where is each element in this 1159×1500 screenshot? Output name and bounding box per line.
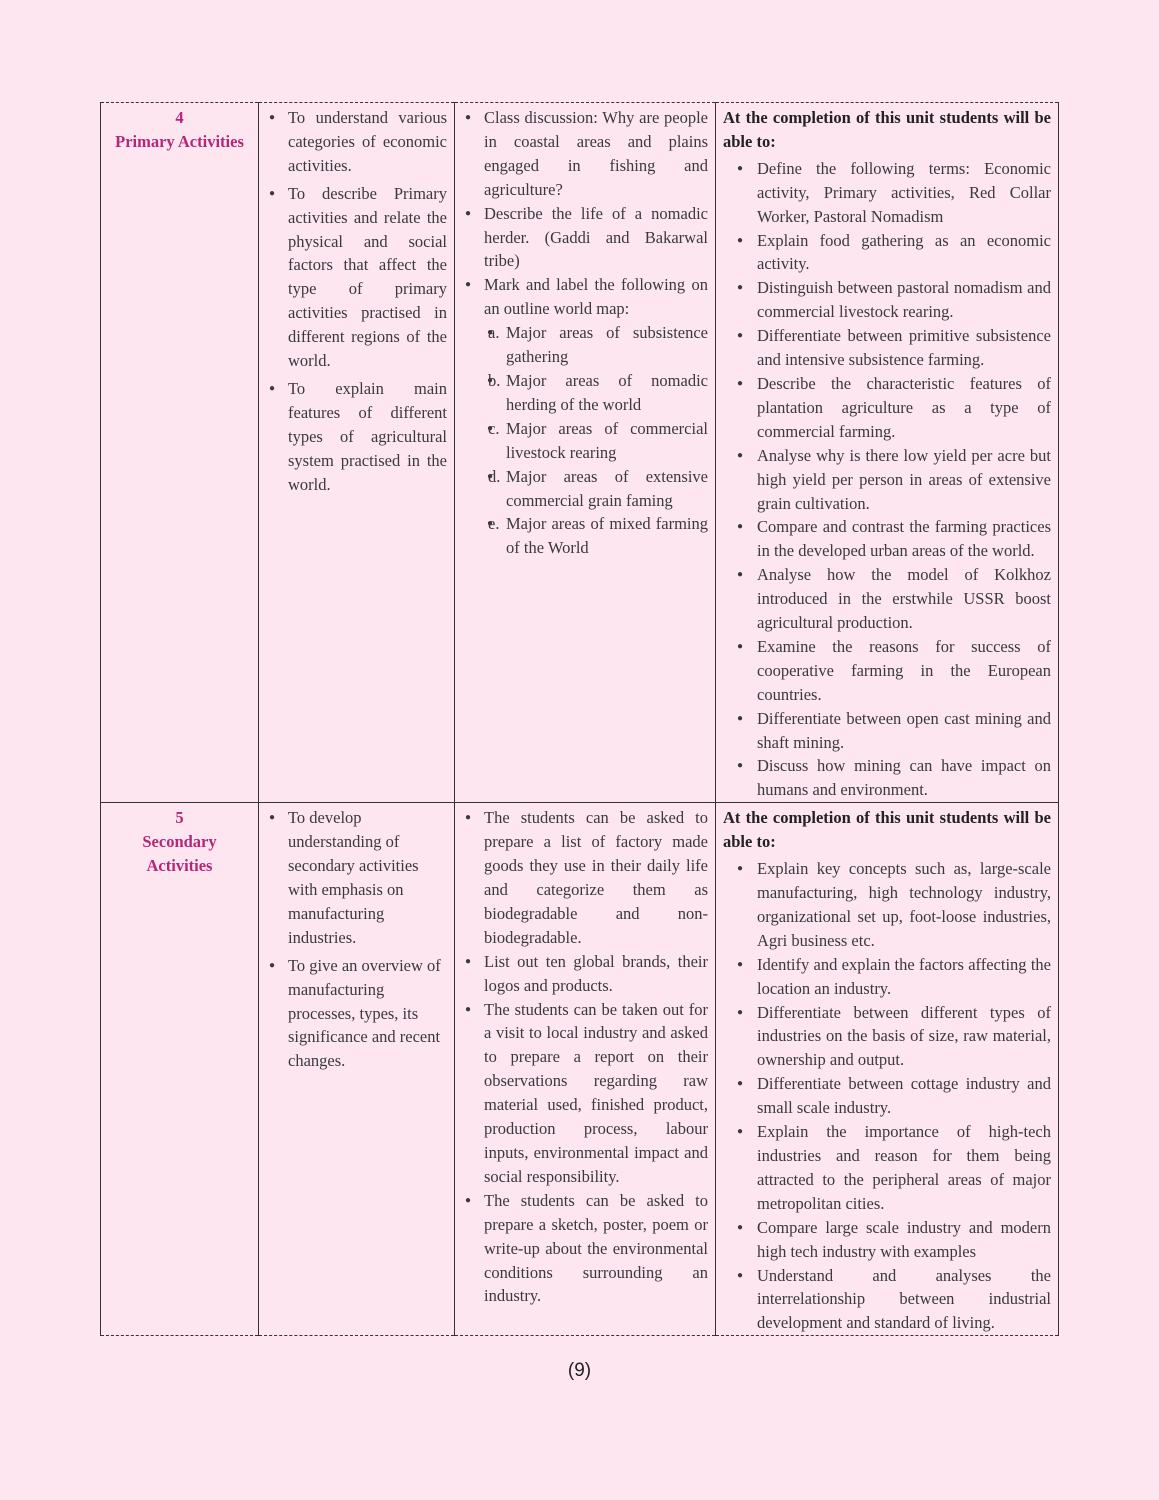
activity-item: ● The students can be taken out for a visit to local industry and asked to prepare a report on their observations regarding raw material used, finished product, production process, labour inputs, environmental impact and social responsibility. xyxy=(462,998,708,1189)
map-item xyxy=(484,321,708,369)
activity-item: ● Describe the life of a nomadic herder. (Gaddi and Bakarwal tribe) xyxy=(462,202,708,274)
map-item-text: Major areas of commercial livestock rearing xyxy=(506,418,708,462)
objective-item: ● To explain main features of different types of agricultural system practised in the world. xyxy=(266,377,447,497)
map-item-letter: ● a. xyxy=(488,323,500,343)
outcome-item: ● Identify and explain the factors affecting the location an industry. xyxy=(723,953,1051,1001)
outcome-item: ● Discuss how mining can have impact on humans and environment. xyxy=(723,754,1051,802)
outcome-item: ● Describe the characteristic features of plantation agriculture as a type of commercial farming. xyxy=(723,372,1051,444)
unit-title: Primary Activities xyxy=(115,131,244,151)
activity-item xyxy=(462,273,708,560)
map-item-letter: ● c. xyxy=(488,418,500,438)
outcome-item: ● Define the following terms: Economic activity, Primary activities, Red Collar Worker, Pastoral Nomadism xyxy=(723,157,1051,229)
unit-number: 5 xyxy=(175,808,184,828)
map-item xyxy=(484,417,708,465)
objective-item: ● To describe Primary activities and relate the physical and social factors that affect the type of primary activities practised in different regions of the world. xyxy=(266,182,447,373)
syllabus-table xyxy=(100,102,1059,1336)
outcome-item: ● Compare and contrast the farming practices in the developed urban areas of the world. xyxy=(723,515,1051,563)
outcome-item: ● Examine the reasons for success of cooperative farming in the European countries. xyxy=(723,635,1051,707)
activity-item: ● Class discussion: Why are people in coastal areas and plains engaged in fishing and agriculture? xyxy=(462,106,708,202)
outcome-item: ● Understand and analyses the interrelationship between industrial development and standard of living. xyxy=(723,1264,1051,1336)
map-item xyxy=(484,512,708,560)
map-item xyxy=(484,465,708,513)
outcomes-heading: At the completion of this unit students will be able to: xyxy=(723,108,1051,151)
unit-row xyxy=(101,103,1059,803)
outcomes-cell xyxy=(716,803,1059,1336)
activities-cell xyxy=(455,803,716,1336)
outcomes-heading: At the completion of this unit students will be able to: xyxy=(723,808,1051,852)
objectives-cell xyxy=(259,803,455,1336)
activity-item: ● List out ten global brands, their logos and products. xyxy=(462,950,708,998)
outcome-item: ● Differentiate between primitive subsistence and intensive subsistence farming. xyxy=(723,324,1051,372)
outcome-item: ● Compare large scale industry and modern high tech industry with examples xyxy=(723,1216,1051,1264)
outcome-item: ● Distinguish between pastoral nomadism and commercial livestock rearing. xyxy=(723,276,1051,324)
map-item-letter: ● e. xyxy=(488,514,500,534)
outcome-item: ● Explain key concepts such as, large-scale manufacturing, high technology industry, organizational set up, foot-loose industries, Agri business etc. xyxy=(723,857,1051,953)
outcome-item: ● Analyse why is there low yield per acre but high yield per person in areas of extensive grain cultivation. xyxy=(723,444,1051,516)
outcome-item: ● Analyse how the model of Kolkhoz introduced in the erstwhile USSR boost agricultural production. xyxy=(723,563,1051,635)
map-items-list xyxy=(484,321,708,560)
unit-cell xyxy=(101,803,259,1336)
outcomes-cell xyxy=(716,103,1059,803)
activity-text: Mark and label the following on an outline world map: xyxy=(484,275,708,319)
outcome-item: ● Explain the importance of high-tech industries and reason for them being attracted to the peripheral areas of major metropolitan cities. xyxy=(723,1120,1051,1216)
map-item xyxy=(484,369,708,417)
unit-number: 4 xyxy=(175,108,184,127)
outcome-item: ● Explain food gathering as an economic activity. xyxy=(723,229,1051,277)
map-item-text: Major areas of subsistence gathering xyxy=(506,323,708,367)
activity-item: ● The students can be asked to prepare a list of factory made goods they use in their daily life and categorize them as biodegradable and non-biodegradable. xyxy=(462,806,708,949)
unit-title-line: Secondary xyxy=(142,832,217,852)
unit-title-line: Activities xyxy=(146,856,213,876)
objective-item: ● To give an overview of manufacturing processes, types, its significance and recent changes. xyxy=(266,954,447,1074)
objective-item: ● To understand various categories of economic activities. xyxy=(266,106,447,178)
map-item-letter: ● b. xyxy=(488,370,501,390)
unit-row xyxy=(101,803,1059,1336)
objective-item: ● To develop understanding of secondary activities with emphasis on manufacturing industries. xyxy=(266,806,447,949)
outcome-item: ● Differentiate between different types of industries on the basis of size, raw material, ownership and output. xyxy=(723,1001,1051,1073)
activities-cell xyxy=(455,103,716,803)
map-item-text: Major areas of mixed farming of the World xyxy=(506,514,708,558)
objectives-cell xyxy=(259,103,455,803)
page-number: (9) xyxy=(567,1360,592,1381)
activity-item: ● The students can be asked to prepare a sketch, poster, poem or write-up about the environmental conditions surrounding an industry. xyxy=(462,1189,708,1309)
map-item-text: Major areas of extensive commercial grain faming xyxy=(506,466,708,510)
map-item-letter: ● d. xyxy=(488,466,501,486)
outcome-item: ● Differentiate between cottage industry and small scale industry. xyxy=(723,1072,1051,1120)
unit-cell xyxy=(101,103,259,803)
outcome-item: ● Differentiate between open cast mining and shaft mining. xyxy=(723,707,1051,755)
map-item-text: Major areas of nomadic herding of the world xyxy=(506,370,708,414)
